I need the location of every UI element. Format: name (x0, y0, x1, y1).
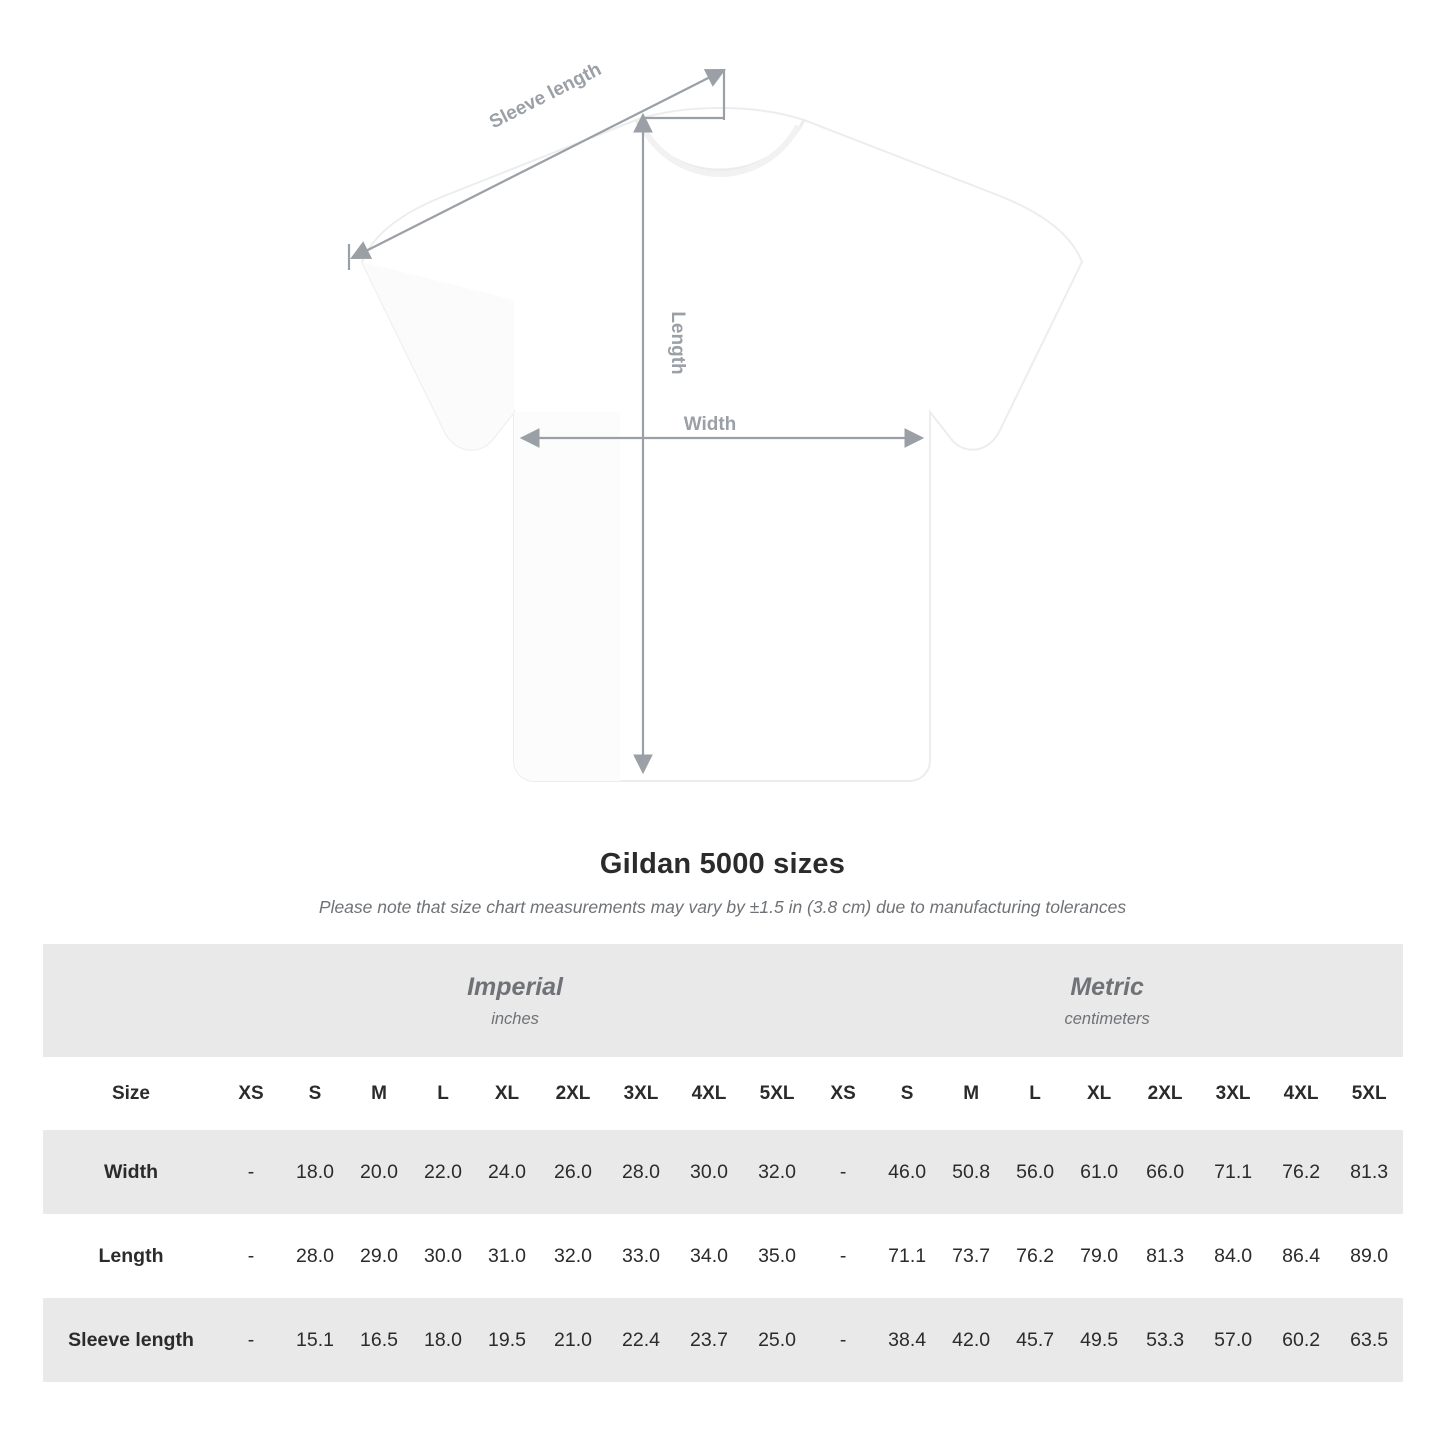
cell-length-imperial-5xl: 35.0 (743, 1214, 811, 1298)
cell-length-imperial-xs: - (219, 1214, 283, 1298)
width-label: Width (683, 414, 737, 435)
header-imperial-xs: XS (219, 1057, 283, 1130)
header-imperial-2xl: 2XL (539, 1057, 607, 1130)
unit-band-row (43, 944, 1403, 1057)
cell-sleeve-metric-3xl: 57.0 (1199, 1298, 1267, 1382)
cell-length-metric-xs: - (811, 1214, 875, 1298)
unit-group-metric (811, 944, 1403, 1057)
tshirt-shape (362, 108, 1082, 781)
unit-group-imperial (219, 944, 811, 1057)
header-metric-xl: XL (1067, 1057, 1131, 1130)
cell-width-imperial-l: 22.0 (411, 1130, 475, 1214)
cell-width-metric-m: 50.8 (939, 1130, 1003, 1214)
cell-width-imperial-2xl: 26.0 (539, 1130, 607, 1214)
cell-length-metric-l: 76.2 (1003, 1214, 1067, 1298)
cell-width-metric-5xl: 81.3 (1335, 1130, 1403, 1214)
cell-length-metric-5xl: 89.0 (1335, 1214, 1403, 1298)
row-label-width: Width (43, 1130, 219, 1214)
header-size-label: Size (43, 1057, 219, 1130)
cell-width-metric-s: 46.0 (875, 1130, 939, 1214)
header-imperial-4xl: 4XL (675, 1057, 743, 1130)
cell-sleeve-imperial-m: 16.5 (347, 1298, 411, 1382)
cell-width-imperial-3xl: 28.0 (607, 1130, 675, 1214)
cell-length-metric-m: 73.7 (939, 1214, 1003, 1298)
cell-sleeve-metric-5xl: 63.5 (1335, 1298, 1403, 1382)
size-table (43, 944, 1403, 1382)
sleeve-length-label: Sleeve length (486, 58, 605, 134)
row-label-sleeve-length: Sleeve length (43, 1298, 219, 1382)
cell-width-imperial-5xl: 32.0 (743, 1130, 811, 1214)
cell-width-metric-xs: - (811, 1130, 875, 1214)
cell-length-metric-s: 71.1 (875, 1214, 939, 1298)
cell-length-metric-2xl: 81.3 (1131, 1214, 1199, 1298)
header-metric-3xl: 3XL (1199, 1057, 1267, 1130)
unit-group-imperial-name: Imperial (467, 973, 563, 1002)
cell-width-metric-xl: 61.0 (1067, 1130, 1131, 1214)
table-row (43, 1298, 1403, 1382)
unit-group-imperial-sub: inches (491, 1009, 539, 1028)
cell-length-imperial-4xl: 34.0 (675, 1214, 743, 1298)
header-imperial-xl: XL (475, 1057, 539, 1130)
cell-length-imperial-xl: 31.0 (475, 1214, 539, 1298)
header-imperial-m: M (347, 1057, 411, 1130)
row-label-length: Length (43, 1214, 219, 1298)
size-table-wrapper (43, 944, 1402, 1382)
cell-sleeve-imperial-2xl: 21.0 (539, 1298, 607, 1382)
measurement-note: Please note that size chart measurements may vary by ±1.5 in (3.8 cm) due to manufacturing tolerances (318, 897, 1127, 917)
page-title: Gildan 5000 sizes (599, 848, 846, 880)
cell-length-metric-xl: 79.0 (1067, 1214, 1131, 1298)
cell-width-imperial-xl: 24.0 (475, 1130, 539, 1214)
cell-width-imperial-m: 20.0 (347, 1130, 411, 1214)
header-metric-xs: XS (811, 1057, 875, 1130)
cell-sleeve-metric-xs: - (811, 1298, 875, 1382)
header-metric-m: M (939, 1057, 1003, 1130)
cell-length-imperial-l: 30.0 (411, 1214, 475, 1298)
cell-length-metric-4xl: 86.4 (1267, 1214, 1335, 1298)
cell-sleeve-imperial-3xl: 22.4 (607, 1298, 675, 1382)
header-metric-4xl: 4XL (1267, 1057, 1335, 1130)
title-block (0, 848, 1445, 918)
unit-group-metric-name: Metric (1070, 973, 1144, 1002)
size-header-row (43, 1057, 1403, 1130)
cell-width-imperial-s: 18.0 (283, 1130, 347, 1214)
header-imperial-3xl: 3XL (607, 1057, 675, 1130)
cell-sleeve-metric-l: 45.7 (1003, 1298, 1067, 1382)
cell-sleeve-metric-s: 38.4 (875, 1298, 939, 1382)
cell-length-imperial-2xl: 32.0 (539, 1214, 607, 1298)
header-imperial-5xl: 5XL (743, 1057, 811, 1130)
cell-sleeve-metric-4xl: 60.2 (1267, 1298, 1335, 1382)
unit-group-metric-sub: centimeters (1064, 1009, 1150, 1028)
cell-sleeve-imperial-5xl: 25.0 (743, 1298, 811, 1382)
header-imperial-l: L (411, 1057, 475, 1130)
cell-width-imperial-xs: - (219, 1130, 283, 1214)
cell-width-metric-3xl: 71.1 (1199, 1130, 1267, 1214)
length-label: Length (667, 311, 688, 375)
cell-length-imperial-s: 28.0 (283, 1214, 347, 1298)
cell-length-metric-3xl: 84.0 (1199, 1214, 1267, 1298)
header-imperial-s: S (283, 1057, 347, 1130)
cell-length-imperial-3xl: 33.0 (607, 1214, 675, 1298)
table-row (43, 1214, 1403, 1298)
header-metric-5xl: 5XL (1335, 1057, 1403, 1130)
cell-width-imperial-4xl: 30.0 (675, 1130, 743, 1214)
cell-sleeve-imperial-l: 18.0 (411, 1298, 475, 1382)
cell-sleeve-imperial-xl: 19.5 (475, 1298, 539, 1382)
cell-width-metric-4xl: 76.2 (1267, 1130, 1335, 1214)
cell-sleeve-metric-xl: 49.5 (1067, 1298, 1131, 1382)
header-metric-l: L (1003, 1057, 1067, 1130)
cell-width-metric-l: 56.0 (1003, 1130, 1067, 1214)
table-row (43, 1130, 1403, 1214)
cell-sleeve-imperial-s: 15.1 (283, 1298, 347, 1382)
cell-width-metric-2xl: 66.0 (1131, 1130, 1199, 1214)
unit-band-spacer (43, 944, 219, 1057)
header-metric-2xl: 2XL (1131, 1057, 1199, 1130)
cell-sleeve-imperial-xs: - (219, 1298, 283, 1382)
cell-sleeve-metric-m: 42.0 (939, 1298, 1003, 1382)
header-metric-s: S (875, 1057, 939, 1130)
cell-length-imperial-m: 29.0 (347, 1214, 411, 1298)
cell-sleeve-imperial-4xl: 23.7 (675, 1298, 743, 1382)
cell-sleeve-metric-2xl: 53.3 (1131, 1298, 1199, 1382)
